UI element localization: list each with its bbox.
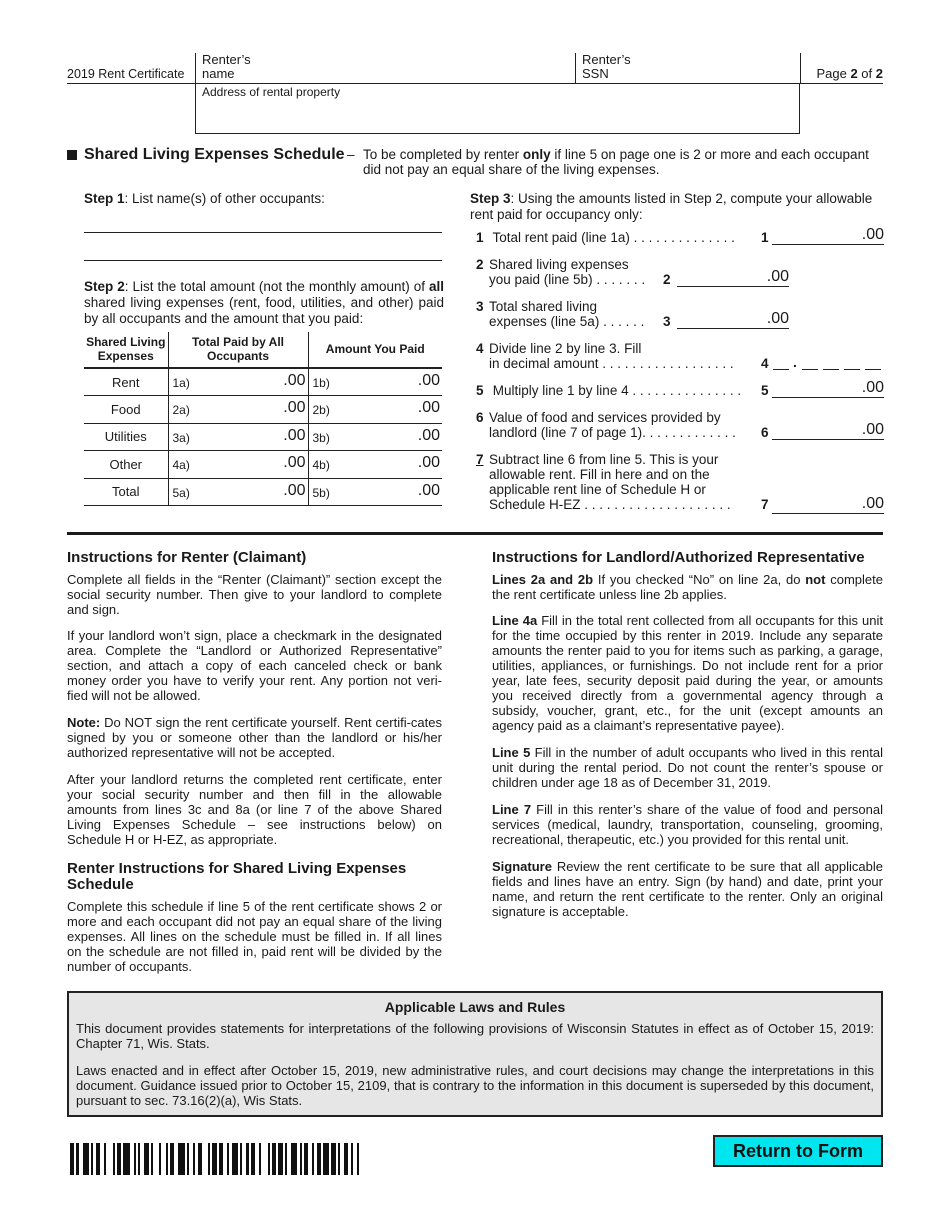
step1-text: : List name(s) of other occupants: <box>124 191 325 206</box>
line-3-amount: .00 <box>766 310 789 327</box>
expense-row <box>84 451 442 479</box>
schedule-desc-line2-text: did not pay an equal share of the living expenses. <box>363 162 660 177</box>
total-paid-cell[interactable] <box>168 368 308 396</box>
page-prefix: Page <box>816 66 851 81</box>
you-paid-tag: 3b) <box>312 430 330 445</box>
line-1-text: Total rent paid (line 1a) . . . . . . . . . . . . . . <box>492 230 735 245</box>
page-indicator <box>800 53 883 84</box>
landlord-p2 <box>492 613 883 733</box>
renter-ssn-field[interactable] <box>575 53 800 84</box>
step2-text-a: : List the total amount (not the monthly amount) of <box>124 279 429 294</box>
total-paid-tag: 1a) <box>172 376 190 390</box>
barcode-bar <box>359 1143 365 1175</box>
laws-title: Applicable Laws and Rules <box>384 999 566 1015</box>
you-paid-cell[interactable] <box>308 368 442 396</box>
total-paid-amount: .00 <box>283 372 306 389</box>
note-text: Do NOT sign the rent certificate yourself. Rent certifi-cates signed by you or someone other than the landlord or his/her authorized representative will not be accepted. <box>67 715 442 760</box>
step1-instruction <box>84 191 325 207</box>
you-paid-cell[interactable] <box>308 423 442 451</box>
expense-label: Rent <box>84 368 168 396</box>
total-paid-tag: 3a) <box>172 430 190 445</box>
landlord-p3 <box>492 745 883 790</box>
line-2-amount: .00 <box>766 268 789 285</box>
you-paid-tag: 2b) <box>312 403 330 417</box>
line-5-amount: .00 <box>861 379 884 396</box>
landlord-p2-text: Fill in the total rent collected from all occupants for this unit for the time occupied by this renter in 2019. Include any separate amounts the renter paid to you for items such as parking, a garage, utilities, appliances, or furnishings. Do not include rent for a prior year, late fees, security deposit paid during the year, or amounts you received directly from a governmental agency through a subsidy, voucher, grant, etc., for the unit (except amounts an agency paid as a claimant’s representative payee). <box>492 613 884 733</box>
occupant-name-line-1[interactable] <box>84 232 442 233</box>
total-paid-cell[interactable] <box>168 478 308 506</box>
step2-bold: all <box>428 279 444 294</box>
total-paid-tag: 5a) <box>172 485 190 500</box>
step2-text-b: shared living expenses (rent, food, utilities, and other) paid by all occupants and the amount that you paid: <box>84 295 444 326</box>
line-3-amount-field[interactable] <box>677 310 789 329</box>
step2-label: Step 2 <box>84 279 125 294</box>
expense-label: Other <box>84 451 168 479</box>
renter-name-label-2: name <box>202 66 235 81</box>
section-divider <box>67 532 883 535</box>
schedule-desc-bold: only <box>522 147 551 162</box>
line-7-amount-field[interactable] <box>772 495 884 514</box>
line-3-text-b: expenses (line 5a) . . . . . . <box>489 314 645 329</box>
renter-ssn-label-2: SSN <box>582 66 609 81</box>
landlord-p1 <box>492 572 883 602</box>
step3-label: Step 3 <box>470 191 511 206</box>
note-label: Note: <box>67 715 101 730</box>
you-paid-amount: .00 <box>417 372 440 389</box>
line-2-box-number: 2 <box>663 272 671 287</box>
shared-schedule-instructions-p: Complete this schedule if line 5 of the rent certificate shows 2 or more and each occupant did not pay an equal share of the living expenses. All lines on the schedule must be filled in. If all lines on the schedule are not filled in, paid rent will be divided by the number of occupants. <box>67 899 442 974</box>
line-7-text-b: allowable rent. Fill in here and on the <box>489 467 710 482</box>
total-paid-cell[interactable] <box>168 451 308 479</box>
line-6-text-b: landlord (line 7 of page 1). . . . . . . . . . . . . <box>489 425 736 440</box>
landlord-p5-text: Review the rent certificate to be sure that all applicable fields and lines have an entry. Sign (by hand) and date, print your name, and return the rent certificate to the renter. Only an original signature is acceptable. <box>492 859 883 919</box>
total-paid-cell[interactable] <box>168 396 308 424</box>
schedule-desc-post: if line 5 on page one is 2 or more and each occupant <box>550 147 869 162</box>
you-paid-tag: 5b) <box>312 485 330 500</box>
step3-line-7 <box>476 452 731 512</box>
step3-line-2 <box>476 257 645 287</box>
page-of: of <box>857 66 876 81</box>
landlord-p1-b: complete the rent certificate unless line 2b applies. <box>492 572 883 602</box>
line-4-decimal-digit-2[interactable] <box>823 357 839 370</box>
line-3-text-a: Total shared living <box>489 299 598 314</box>
landlord-p5 <box>492 859 883 919</box>
schedule-dash: – <box>347 147 355 162</box>
line-7-number: 7 <box>476 452 484 467</box>
line-1-box-number: 1 <box>761 230 769 245</box>
line-5-label: Line 5 <box>492 745 531 760</box>
total-paid-amount: .00 <box>283 481 306 499</box>
line-3-box-number: 3 <box>663 314 671 329</box>
you-paid-cell[interactable] <box>308 396 442 424</box>
renter-ssn-label-1: Renter’s <box>582 52 631 67</box>
step1-label: Step 1 <box>84 191 125 206</box>
page-current: 2 <box>850 66 858 81</box>
landlord-p1-a: If you checked “No” on line 2a, do <box>593 572 806 587</box>
total-paid-tag: 4a) <box>172 458 190 472</box>
expense-label: Total <box>84 478 168 506</box>
line-7-text-d: Schedule H-EZ . . . . . . . . . . . . . . . . . . . . <box>489 497 731 512</box>
schedule-title: Shared Living Expenses Schedule <box>84 146 345 163</box>
line-7-text-a: Subtract line 6 from line 5. This is your <box>489 452 719 467</box>
line-2-amount-field[interactable] <box>677 268 789 287</box>
line-5-amount-field[interactable] <box>772 379 884 398</box>
line-4-box-number: 4 <box>761 356 769 371</box>
line-1-amount: .00 <box>861 226 884 243</box>
line-4-text-b: in decimal amount . . . . . . . . . . . . . . . . . . <box>489 356 734 371</box>
header-rule-right <box>800 83 883 84</box>
laws-p1: This document provides statements for interpretations of the following provisions of Wisconsin Statutes in effect as of October 15, 2019: Chapter 71, Wis. Stats. <box>76 1021 874 1051</box>
you-paid-tag: 4b) <box>312 458 330 472</box>
you-paid-amount: .00 <box>417 426 440 444</box>
line-4-decimal-digit-3[interactable] <box>844 357 860 370</box>
renter-name-label-1: Renter’s <box>202 52 251 67</box>
line-2-text-a: Shared living expenses <box>489 257 629 272</box>
line-2-text-b: you paid (line 5b) . . . . . . . <box>489 272 646 287</box>
schedule-description <box>363 147 887 177</box>
expense-label: Utilities <box>84 423 168 451</box>
landlord-p3-text: Fill in the number of adult occupants who lived in this rental unit during the rental period. Do not count the renter’s spouse or children under age 18 as of December 31, 2019. <box>492 745 883 790</box>
line-4a-label: Line 4a <box>492 613 538 628</box>
line-7-box-number: 7 <box>761 497 769 512</box>
expense-row <box>84 396 442 424</box>
line-4-number: 4 <box>476 341 484 356</box>
line-7-label: Line 7 <box>492 802 532 817</box>
page-total: 2 <box>875 66 883 81</box>
line-6-amount-field[interactable] <box>772 421 884 440</box>
expense-row <box>84 423 442 451</box>
expense-row <box>84 368 442 396</box>
landlord-p1-not: not <box>805 572 826 587</box>
total-paid-tag: 2a) <box>172 403 190 417</box>
laws-p2: Laws enacted and in effect after October 15, 2019, new administrative rules, and court decisions may change the interpretations in this document. Guidance issued prior to October 15, 2109, that is contrary to the information in this document is superseded by this document, pursuant to sec. 73.16(2)(a), Wis Stats. <box>76 1063 874 1108</box>
line-5-text: Multiply line 1 by line 4 . . . . . . . . . . . . . . . <box>492 383 742 398</box>
step3-line-5 <box>476 383 741 398</box>
total-paid-amount: .00 <box>283 399 306 416</box>
certificate-title: 2019 Rent Certificate <box>67 67 185 81</box>
you-paid-cell[interactable] <box>308 478 442 506</box>
you-paid-cell[interactable] <box>308 451 442 479</box>
line-6-text-a: Value of food and services provided by <box>489 410 721 425</box>
step3-line-1 <box>476 230 735 245</box>
renter-instructions-p3 <box>67 715 442 760</box>
barcode <box>70 1143 366 1175</box>
line-5-number: 5 <box>476 383 484 398</box>
step2-instruction <box>84 279 444 327</box>
line-6-box-number: 6 <box>761 425 769 440</box>
you-paid-amount: .00 <box>417 454 440 471</box>
line-6-number: 6 <box>476 410 484 425</box>
step3-line-3 <box>476 299 644 329</box>
line-1-amount-field[interactable] <box>772 226 884 245</box>
occupant-name-line-2[interactable] <box>84 260 442 261</box>
lines-2a-2b-label: Lines 2a and 2b <box>492 572 594 587</box>
renter-name-field[interactable] <box>195 53 575 84</box>
col-header-expenses: Shared Living Expenses <box>84 332 168 368</box>
you-paid-tag: 1b) <box>312 376 330 390</box>
expense-label: Food <box>84 396 168 424</box>
line-1-number: 1 <box>476 230 484 245</box>
line-3-number: 3 <box>476 299 484 314</box>
line-7-amount: .00 <box>861 495 884 512</box>
line-5-box-number: 5 <box>761 383 769 398</box>
col-header-amount-you-paid: Amount You Paid <box>308 332 442 368</box>
line-4-decimal-digit-4[interactable] <box>865 357 881 370</box>
line-2-number: 2 <box>476 257 484 272</box>
signature-label: Signature <box>492 859 552 874</box>
total-paid-amount: .00 <box>283 426 306 444</box>
renter-instructions-p2: If your landlord won’t sign, place a checkmark in the designated area. Complete the “Landlord or Authorized Representative” section, and attach a copy of each canceled check or bank money order you have to verify your rent. Any portion not veri-fied will not be allowed. <box>67 628 442 703</box>
total-paid-amount: .00 <box>283 454 306 471</box>
line-4-text-a: Divide line 2 by line 3. Fill <box>489 341 642 356</box>
rental-address-field[interactable] <box>195 84 800 134</box>
schedule-desc-pre: To be completed by renter <box>363 147 523 162</box>
col-header-total-paid: Total Paid by All Occupants <box>168 332 308 368</box>
line-6-amount: .00 <box>861 421 884 438</box>
rental-address-label: Address of rental property <box>202 85 341 99</box>
renter-instructions-p4: After your landlord returns the completed rent certificate, enter your social security number and then fill in the allowable amounts from lines 3c and 8a (or line 7 of the above Shared Living Expenses Schedule – see instructions below) on Schedule H or H-EZ, as appropriate. <box>67 772 442 847</box>
you-paid-amount: .00 <box>417 399 440 416</box>
landlord-instructions-title: Instructions for Landlord/Authorized Representative <box>492 549 865 566</box>
line-4-decimal-digit-1[interactable] <box>802 357 818 370</box>
line-4-whole-digit[interactable] <box>773 357 789 370</box>
renter-instructions-title: Instructions for Renter (Claimant) <box>67 549 307 566</box>
shared-expenses-table <box>84 332 442 506</box>
line-7-text-c: applicable rent line of Schedule H or <box>489 482 706 497</box>
renter-instructions-p1: Complete all fields in the “Renter (Claimant)” section except the social security number. Then give to your landlord to complete and sign. <box>67 572 442 617</box>
you-paid-amount: .00 <box>417 481 440 499</box>
step3-line-6 <box>476 410 736 440</box>
expense-row <box>84 478 442 506</box>
line-4-decimal-point: . <box>793 354 797 370</box>
applicable-laws-box <box>67 991 883 1117</box>
step3-line-4 <box>476 341 734 371</box>
landlord-p4 <box>492 802 883 847</box>
return-to-form-button[interactable]: Return to Form <box>713 1135 883 1167</box>
step3-text: : Using the amounts listed in Step 2, compute your allowable rent paid for occupancy only: <box>470 191 873 222</box>
header-rule <box>67 83 195 84</box>
schedule-desc-line2 <box>363 162 887 177</box>
landlord-p4-text: Fill in this renter’s share of the value of food and personal services (medical, laundry, transportation, counseling, grooming, recreational, therapeutic, etc.) you provided for this rental unit. <box>492 802 883 847</box>
square-bullet-icon <box>67 150 77 160</box>
step3-instruction <box>470 191 884 223</box>
total-paid-cell[interactable] <box>168 423 308 451</box>
shared-schedule-instructions-title: Renter Instructions for Shared Living Expenses Schedule <box>67 860 407 893</box>
